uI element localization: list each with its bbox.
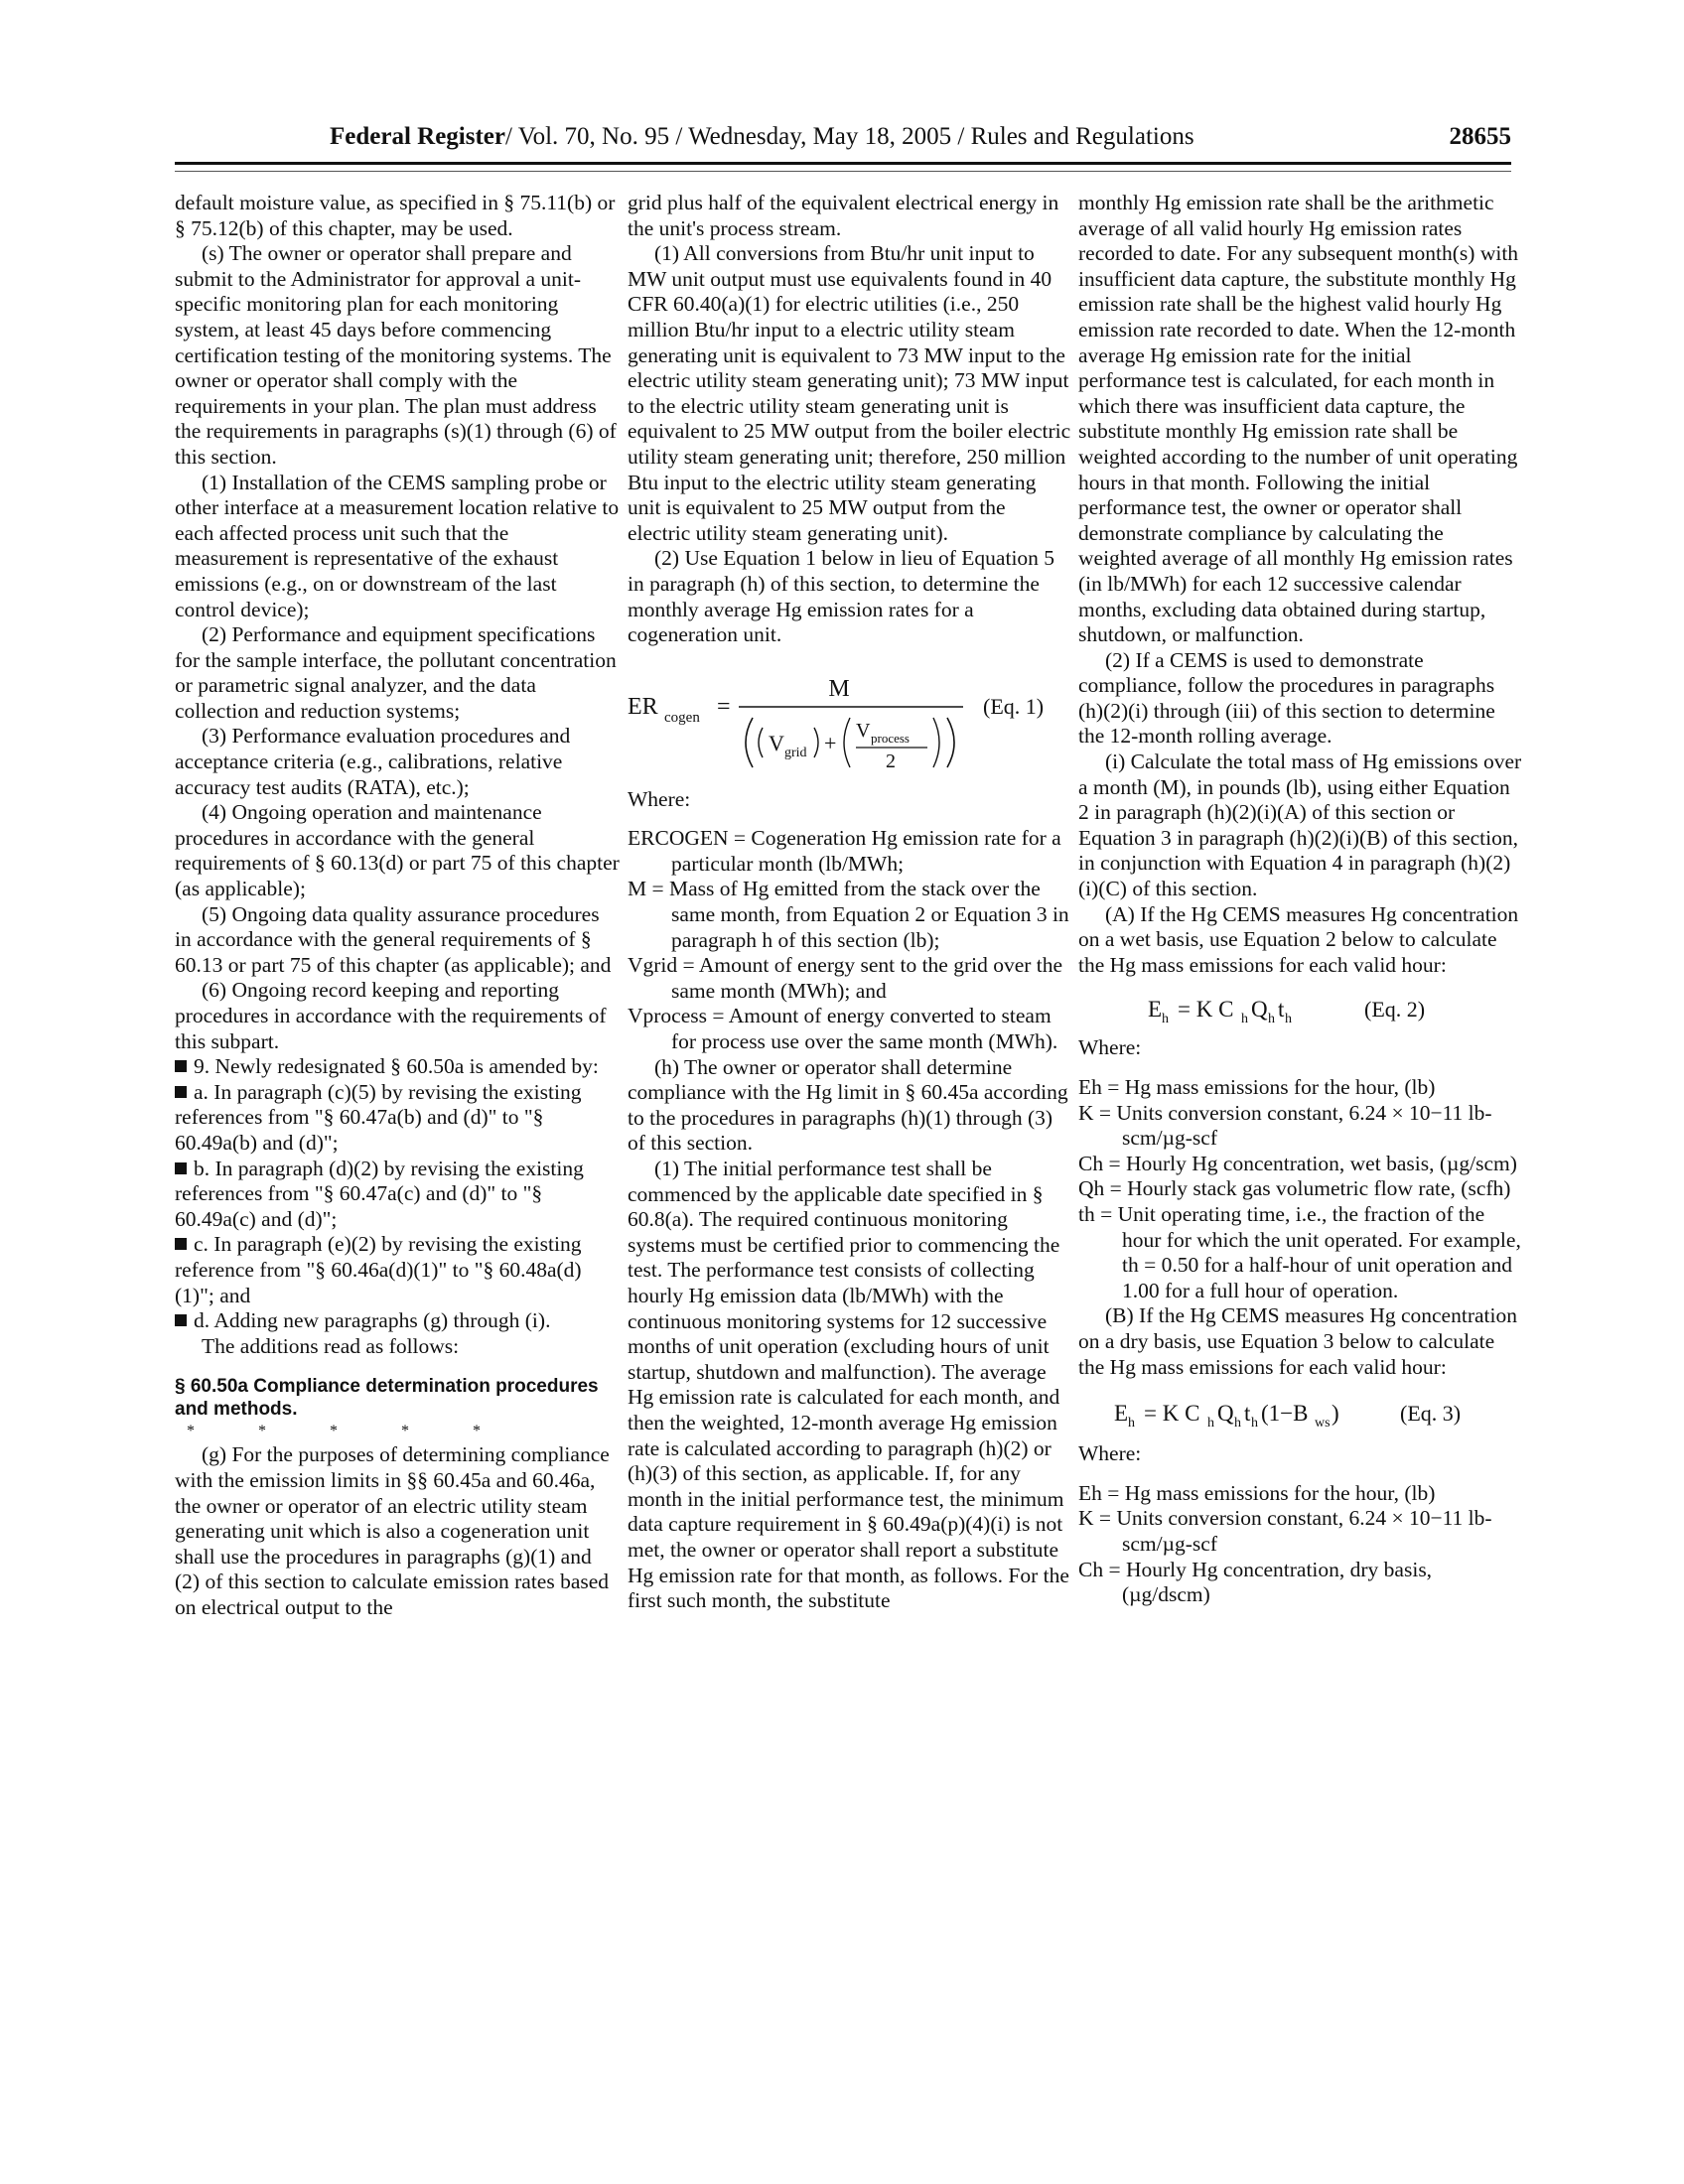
paragraph: (s) The owner or operator shall prepare and submit to the Administrator for approval a unit-specific monitoring plan for each monitoring system, at least 45 days before commencing certification testing of the monitoring systems. The owner or operator shall comply with the requirements in your plan. The plan must address the requirements in paragraphs (s)(1) through (6) of this section.	[175, 241, 617, 469]
paragraph: (5) Ongoing data quality assurance procedures in accordance with the general requirements of § 60.13 or part 75 of this chapter (as applicable); and	[175, 901, 612, 977]
definition: K = Units conversion constant, 6.24 × 10−11 lb-scm/µg-scf	[1078, 1506, 1492, 1556]
definition: ERCOGEN = Cogeneration Hg emission rate for a particular month (lb/MWh;	[628, 826, 1061, 876]
amendatory-instruction	[175, 1080, 620, 1157]
equation-2	[1078, 990, 1523, 1029]
eq1-outer-paren-left	[746, 718, 753, 767]
header-line	[330, 123, 1194, 151]
bullet-square-icon	[175, 1162, 187, 1174]
definition: Qh = Hourly stack gas volumetric flow rate, (scfh)	[1078, 1176, 1511, 1201]
amendatory-instruction	[175, 1232, 620, 1308]
bullet-square-icon	[175, 1060, 187, 1072]
where-label: Where:	[1078, 1441, 1142, 1466]
spacer	[1078, 1467, 1523, 1481]
paragraph: (4) Ongoing operation and maintenance procedures in accordance with the general requirements of § 60.13(d) or part 75 of this chapter (as applicable);	[175, 800, 620, 901]
definition: th = Unit operating time, i.e., the fraction of the hour for which the unit operated. For example, th = 0.50 for a half-hour of unit operation and 1.00 for a full hour of operation.	[1078, 1201, 1521, 1302]
definition: M = Mass of Hg emitted from the stack over the same month, from Equation 2 or Equation 3 in paragraph h of this section (lb);	[628, 877, 1069, 952]
instruction-text: 9. Newly redesignated § 60.50a is amended by:	[194, 1054, 599, 1079]
definition: Ch = Hourly Hg concentration, dry basis, (µg/dscm)	[1078, 1557, 1433, 1607]
eq3-paren: (1−B	[1261, 1401, 1309, 1427]
paragraph: (2) If a CEMS is used to demonstrate compliance, follow the procedures in paragraphs (h)(2)(i) through (iii) of this section to determine the 12-month rolling average.	[1078, 647, 1495, 749]
instruction-text: c. In paragraph (e)(2) by revising the existing reference from "§ 60.46a(d)(1)" to "§ 60.48a(d)(1)"; and	[175, 1232, 582, 1307]
instruction-text: a. In paragraph (c)(5) by revising the existing references from "§ 60.47a(b) and (d)" to "§ 60.49a(b) and (d)";	[175, 1079, 582, 1155]
paragraph: (1) All conversions from Btu/hr unit input to MW unit output must use equivalents found in 40 CFR 60.40(a)(1) for electric utilities (i.e., 250 million Btu/hr input to a electric utility steam generating unit is equivalent to 73 MW input to the electric utility steam generating unit); 73 MW input to the electric utility steam generating unit is equivalent to 25 MW output from the boiler electric utility steam generating unit; therefore, 250 million Btu input to the electric utility steam generating unit is equivalent to 25 MW output from the electric utility steam generating unit).	[628, 241, 1071, 545]
eq3-c-sub: h	[1207, 1416, 1214, 1432]
eq1-vprocess: V	[856, 719, 871, 742]
spacer	[1078, 1061, 1523, 1075]
paragraph: (3) Performance evaluation procedures and acceptance criteria (e.g., calibrations, relative accuracy test audits (RATA), etc.);	[175, 724, 571, 799]
paragraph: (B) If the Hg CEMS measures Hg concentration on a dry basis, use Equation 3 below to calculate the Hg mass emissions for each valid hour:	[1078, 1303, 1517, 1379]
eq1-plus: +	[824, 730, 837, 755]
eq3-b-sub: ws	[1315, 1416, 1331, 1432]
paragraph: monthly Hg emission rate shall be the arithmetic average of all valid hourly Hg emission rates recorded to date. For any subsequent month(s) with insufficient data capture, the substitute monthly Hg emission rate shall be the highest valid hourly Hg emission rate recorded to date. When the 12-month average Hg emission rate for the initial performance test is calculated, for each month in which there was insufficient data capture, the substitute monthly Hg emission rate shall be weighted according to the number of unit operating hours in that month. Following the initial performance test, the owner or operator shall demonstrate compliance by calculating the weighted average of all monthly Hg emission rates (in lb/MWh) for each 12 successive calendar months, excluding data obtained during startup, shutdown, or malfunction.	[1078, 191, 1519, 647]
bullet-square-icon	[175, 1314, 187, 1326]
eq1-vgrid: V	[769, 730, 784, 755]
eq1-paren-right	[814, 728, 818, 757]
instruction-text: b. In paragraph (d)(2) by revising the existing references from "§ 60.47a(c) and (d)" to "§ 60.49a(c) and (d)";	[175, 1156, 584, 1231]
where-label: Where:	[628, 786, 691, 811]
eq1-paren-left	[759, 728, 763, 757]
eq1-equals: =	[717, 693, 731, 720]
eq1-label: (Eq. 1)	[983, 693, 1045, 719]
definition: Vprocess = Amount of energy converted to steam for process use over the same month (MWh).	[628, 1004, 1058, 1054]
paragraph: (2) Use Equation 1 below in lieu of Equation 5 in paragraph (h) of this section, to determine the monthly average Hg emission rates for a cogeneration unit.	[628, 546, 1055, 647]
eq1-vprocess-sub: process	[871, 730, 910, 746]
definition: Eh = Hg mass emissions for the hour, (lb)	[1078, 1480, 1436, 1505]
section-heading: § 60.50a Compliance determination procedures and methods.	[175, 1376, 599, 1421]
eq1-paren-left-2	[844, 718, 850, 767]
omission-stars: * * * * *	[187, 1423, 510, 1440]
header-rule	[175, 162, 1511, 165]
paragraph: (2) Performance and equipment specifications for the sample interface, the pollutant concentration or parametric signal analyzer, and the data collection and reduction systems;	[175, 622, 617, 723]
eq2-label: (Eq. 2)	[1364, 997, 1426, 1023]
amendatory-instruction	[175, 1308, 620, 1334]
header-rule-thin	[175, 171, 1511, 172]
eq3-label: (Eq. 3)	[1400, 1401, 1462, 1427]
paragraph: grid plus half of the equivalent electrical energy in the unit's process stream.	[628, 191, 1059, 240]
where-label: Where:	[1078, 1035, 1142, 1060]
eq2-t-sub: h	[1285, 1012, 1292, 1027]
eq1-lhs-sub: cogen	[664, 709, 700, 726]
eq2-q: Q	[1251, 997, 1268, 1023]
paragraph: (1) The initial performance test shall be commenced by the applicable date specified in § 60.8(a). The required continuous monitoring systems must be certified prior to commencing the test. The performance test consists of collecting hourly Hg emission data (lb/MWh) with the continuous monitoring systems for 12 successive months of unit operation (excluding hours of unit startup, shutdown and malfunction). The average Hg emission rate is calculated for each month, and then the weighted, 12-month average Hg emission rate is calculated according to paragraph (h)(2) or (h)(3) of this section, as applicable. If, for any month in the initial performance test, the minimum data capture requirement in § 60.49a(p)(4)(i) is not met, the owner or operator shall report a substitute Hg emission rate for that month, as follows. For the first such month, the substitute	[628, 1157, 1069, 1613]
eq1-vgrid-sub: grid	[784, 745, 807, 760]
eq2-e-sub: h	[1162, 1012, 1169, 1027]
eq3-rhs: = K C	[1144, 1401, 1200, 1427]
eq3-t-sub: h	[1251, 1416, 1258, 1432]
eq1-paren-right-2	[933, 718, 939, 767]
paragraph: (h) The owner or operator shall determine compliance with the Hg limit in § 60.45a according to the procedures in paragraphs (h)(1) through (3) of this section.	[628, 1054, 1068, 1156]
definition: Eh = Hg mass emissions for the hour, (lb)	[1078, 1075, 1436, 1099]
eq2-t: t	[1278, 997, 1285, 1023]
bullet-square-icon	[175, 1238, 187, 1250]
equation-3	[1078, 1394, 1523, 1433]
eq2-e: E	[1148, 997, 1163, 1023]
paragraph: (g) For the purposes of determining compliance with the emission limits in §§ 60.45a and 60.46a, the owner or operator of an electric utility steam generating unit which is also a cogeneration unit shall use the procedures in paragraphs (g)(1) and (2) of this section to calculate emission rates based on electrical output to the	[175, 1442, 610, 1619]
paragraph: default moisture value, as specified in § 75.11(b) or § 75.12(b) of this chapter, may be used.	[175, 191, 616, 240]
amendatory-instruction	[175, 1157, 620, 1233]
equation-1	[628, 662, 1072, 779]
eq1-lhs: ER	[628, 693, 658, 720]
bullet-square-icon	[175, 1086, 187, 1098]
column-3	[1078, 191, 1523, 1608]
eq1-numerator: M	[828, 675, 850, 702]
equation-1-graphic	[628, 662, 1072, 779]
eq3-e-sub: h	[1128, 1416, 1135, 1432]
paragraph: The additions read as follows:	[202, 1333, 460, 1358]
eq3-e: E	[1114, 1401, 1129, 1427]
amendatory-instruction	[175, 1054, 620, 1080]
eq3-q-sub: h	[1234, 1416, 1241, 1432]
equation-2-graphic	[1078, 990, 1523, 1029]
equation-3-graphic	[1078, 1394, 1523, 1433]
eq2-rhs: = K C	[1178, 997, 1234, 1023]
column-1	[175, 191, 620, 1620]
definition: Vgrid = Amount of energy sent to the grid over the same month (MWh); and	[628, 953, 1063, 1003]
paragraph: (1) Installation of the CEMS sampling probe or other interface at a measurement location relative to each affected process unit such that the measurement is representative of the exhaust emissions (e.g., on or downstream of the last control device);	[175, 470, 620, 621]
column-2	[628, 191, 1072, 1614]
paragraph: (6) Ongoing record keeping and reporting procedures in accordance with the requirements of this subpart.	[175, 978, 607, 1053]
eq1-two: 2	[886, 750, 896, 772]
paragraph: (A) If the Hg CEMS measures Hg concentration on a wet basis, use Equation 2 below to calculate the Hg mass emissions for each valid hour:	[1078, 901, 1519, 977]
eq3-close: )	[1332, 1401, 1339, 1427]
eq2-q-sub: h	[1268, 1012, 1275, 1027]
eq3-q: Q	[1217, 1401, 1234, 1427]
page-number: 28655	[1449, 123, 1511, 150]
spacer	[628, 812, 1072, 826]
issue-info: / Vol. 70, No. 95 / Wednesday, May 18, 2005 / Rules and Regulations	[505, 123, 1194, 150]
definition: K = Units conversion constant, 6.24 × 10−11 lb-scm/µg-scf	[1078, 1100, 1492, 1151]
paragraph: (i) Calculate the total mass of Hg emissions over a month (M), in pounds (lb), using either Equation 2 in paragraph (h)(2)(i)(A) of this section or Equation 3 in paragraph (h)(2)(i)(B) of this section, in conjunction with Equation 4 in paragraph (h)(2)(i)(C) of this section.	[1078, 750, 1522, 901]
instruction-text: d. Adding new paragraphs (g) through (i).	[194, 1308, 551, 1333]
page-header	[175, 123, 1511, 159]
publication-name: Federal Register	[330, 123, 506, 150]
eq2-c-sub: h	[1241, 1012, 1248, 1027]
definition: Ch = Hourly Hg concentration, wet basis, (µg/scm)	[1078, 1151, 1517, 1175]
eq1-outer-paren-right	[947, 718, 954, 767]
eq3-t: t	[1244, 1401, 1251, 1427]
